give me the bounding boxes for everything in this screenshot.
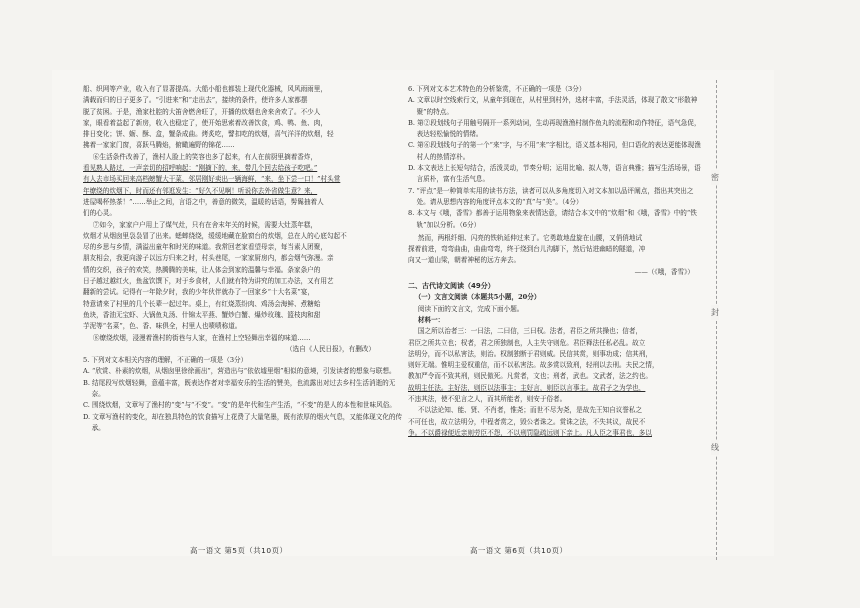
text-line: 法明分，而不以私害法，则治。权制独断于君则威。民信其赏，则事功成；信其刑， <box>408 349 652 358</box>
quote-source: ——（《哦，香雪》） <box>634 267 694 276</box>
text-line: 不以法论知、能、贤、不肖者，惟尧；而世不尽为尧，是故先王知自议誉私之 <box>417 406 643 415</box>
option-b: B. 结尾段写炊烟轻舞，意蕴丰富，既表达作者对幸福安乐的生活的赞美，也流露出对过去乡村生活消逝的无奈。 <box>83 378 396 399</box>
text-line: 日子越过越红火，鱼盆饮馔下，对于乡食材，人们就有特为讲究的加工办法，又有用艺 <box>83 277 334 286</box>
text-line: 争。不以爵禄便近亲则劳臣不怨，不以刑罚隐疏远则下亲上。凡人臣之事君也，多以 <box>408 428 652 437</box>
text-line: 年缭绕的炊烟下，时而还有邻逛发生：“好久不见啊！听说你去外省做生意？来， <box>83 186 318 195</box>
para-6 <box>83 152 405 220</box>
question-7: 7. “评点”是一种简单实用的读书方法，读者可以从多角度切入对文本加以品评阐点，指出其突出之处。请从思想内容的角度评点本文的“真”与“美”。（4分） <box>408 186 694 206</box>
text-line: 特意请来了村里的几个长辈一起过年。桌上，有红烧蒸纷肉、鸡汤会海鲜、煮糖蛤 <box>83 299 321 308</box>
question-6 <box>408 84 704 186</box>
binding-line <box>716 80 718 560</box>
text-line: 探着前进，弯弯曲曲，曲曲弯弯，终于绕到台儿沟脚下，然后钻进幽暗的隧道，冲 <box>408 245 646 254</box>
text-line: 不可任也，故立法明分，中程者赏之，毁公者诛之。赏诛之法，不失其议，故民不 <box>408 417 646 426</box>
text-line: 君臣之所共立也；权者，君之所独制也，人主失守则危。君臣释法任私必乱。故立 <box>408 338 646 347</box>
text-line: 拂着一家家门窗，喜跃马腾焰，俯瞰遍野的锦花…… <box>83 141 235 150</box>
text-line: 不违其法，使不犯言之人，而其所能者，则安于俗者。 <box>408 395 567 404</box>
option-a: A. “欣赏、朴素的炊烟，从烟囱里徐徐画出”，营造出与“依依墟里烟”相似的意境，引发读者的想象与联想。 <box>83 367 396 376</box>
text-line: ⑧缭绕炊烟，浸漫着渔村的街巷与人家，在渔村上空轻舞出幸福的味道…… <box>92 333 311 342</box>
q8-quote <box>408 233 704 267</box>
option-a: A. 文章以时空线索行文，从童年到现在，从村里到村外，选材丰富，手法灵活，体现了散文“形散神聚”的特点。 <box>408 96 698 116</box>
question-8: 8. 本文与《哦，香雪》都善于运用物象来表情达意，请结合本文中的“炊烟”和《哦，香雪》中的“铁轨”加以分析。（6分） <box>408 209 697 229</box>
binding-mark-close: 封 <box>711 305 719 320</box>
para-7 <box>83 220 405 333</box>
text-line: ⑥生活条件改善了，渔村人脸上的笑容也多了起来，有人在前厨里摘着香炸， <box>92 152 318 161</box>
question-5 <box>83 355 405 434</box>
text-line: 情的交织，孩子的欢笑，热腾腾的美味，让人体会到家的温馨与幸福。条家条户的 <box>83 265 321 274</box>
option-b: B. 第②段划线句子用触号隔开一系列动词，生动再现渔渔村制作鱼丸的流程和动作特征，语气急促，表达轻松愉悦的情绪。 <box>408 118 701 139</box>
text-line: 则奸无端。惟明主爱权重信，而不以私害法。故多赏以致刑，轻刑以去刑。夫民之情， <box>408 361 659 370</box>
material-text <box>408 326 704 439</box>
text-line: 翻新的尝试。记得有一年除夕时，我的少年伙伴就办了一回家乡“十大名菜”宴， <box>83 288 314 297</box>
option-c: C. 第⑥段划线句子的第一个“来”字，与不用“来”字相比，语义基本相同，但口语化的表达更能体现渔村人的热情淳朴。 <box>408 141 701 161</box>
text-line: 国之所以治者三：一曰法，二曰信，三曰权。法者，君臣之所共操也；信者， <box>417 327 643 336</box>
text-line: 芋泥等“名菜”，色、香、味俱全，村里人也啧啧称道。 <box>83 322 242 331</box>
page-footer-left: 高一语文 第5页（共10页） <box>190 546 288 555</box>
section-heading: 二、古代诗文阅读（49分） <box>408 282 495 291</box>
source-citation: （选自《人民日报》，有删改） <box>285 344 375 353</box>
text-line: 炊烟才从烟囱里袅袅冒了出来。蟋蟀绕绕，缓缓地藏在脸窗台的炊烟，总在人的心底勾起不 <box>83 231 347 240</box>
text-line: 向又一道山梁，朝着神秘的远方奔去。 <box>408 256 521 265</box>
text-line: ⑦如今，家家户户用上了煤气灶，只有在舍末年关的时候，需要大灶蒸年糕， <box>92 220 318 229</box>
binding-mark-line: 线 <box>711 440 719 455</box>
option-d: D. 本文表达上长短句结合，活泼灵动，节奏分明；运用比喻、拟人等，语言典雅；描写生活场景，语言质朴，富有生活气息。 <box>408 164 701 184</box>
text-line: 家，眼看着益起了新房，收入也稳定了，使开始思索着改善饮食，鸡、鸭、鱼、肉， <box>83 118 327 127</box>
text-line: 满载而归的日子更多了。“引进来”和“走出去”，接续的条件，使许多人家都摆 <box>83 96 308 105</box>
question-stem: 6. 下列对文本艺术特色的分析鉴赏，不正确的一项是（3分） <box>408 85 586 93</box>
text-line: 朋友相会，我更向游子以远方归来之时，村头巷尾，一家家厨房内，都会烟气弥漫。亲 <box>83 254 334 263</box>
material-label: 材料一： <box>417 315 445 324</box>
page-footer-right: 高一语文 第6页（共10页） <box>470 546 568 555</box>
text-line: 尽的乡思与乡情，满溢出童年和时光的味道。我常回老家看望母亲，每当素人团聚， <box>83 243 327 252</box>
right-column <box>408 84 704 439</box>
left-column <box>83 84 405 434</box>
text-line: 进屋喝杯热茶！”……举止之间，言语之中，善意的微笑，温暖的话语，髣髴抽着人 <box>83 197 324 206</box>
instruction: 阅读下面的文言文，完成下面小题。 <box>417 304 524 313</box>
question-stem: 5. 下列对文本相关内容的理解，不正确的一项是（3分） <box>83 356 248 365</box>
text-line: 船、织网等产业，收入有了显著提高。大船小船也都装上现代化器械，风风雨雨里， <box>83 85 327 93</box>
text-line: 有人去市场买回来高档螃蟹大干菜，邻居刚好卖出一辆海鲜，“来，坐下尝一口！”村头常 <box>83 175 341 184</box>
text-line: 看见熟人路过，一声亲切的招呼响起：“刚摘下的，来，带几个回去给孩子吃吧。” <box>83 164 318 173</box>
binding-mark-seal: 密 <box>711 170 719 185</box>
option-d: D. 文章写渔村的变化，却在独具特色的饮食描写上花费了大量笔墨，既有浓厚的烟火气息，又能体现文化的传承。 <box>83 412 403 432</box>
para-intro <box>83 84 405 152</box>
option-c: C. 围绕炊烟，文章写了渔村的“变”与“不变”。“变”的是年代和生产生活，“不变”的是人的本性和世味风俗。 <box>83 401 396 410</box>
text-line: 排日变化；饼、蛎、酥、盒，蟹条成曲。烤炙吃，譬扣吃的炊烟，喜气洋洋的炊烟，轻 <box>83 130 334 139</box>
text-line: 们的心灵。 <box>83 209 116 218</box>
text-line: 脱了贫困。于是，渔家杜腔的大笛舍燃舍旺了，开播的炊烟也舍来舍欢了。不少人 <box>83 107 321 116</box>
text-line: 然而，两根纤细、闪亮的铁轨延伸过来了。它勇敢地盘旋在山腰，又俏俏地试 <box>417 233 643 242</box>
text-line: 鱼块，香油无宝虾、大锅鱼丸汤、什锦太平燕、蟹炒白蟹、爆炒玫瑰、篮枝肉和甜 <box>83 310 321 319</box>
subsection-heading: （一）文言文阅读（本题共5小题，20分） <box>414 293 541 302</box>
para-8 <box>83 333 405 344</box>
text-line: 教加严令而不致其刑，则民傲死。凡赏者，文也；刑者，武也。文武者，法之约也。 <box>408 372 652 381</box>
text-line: 故明主任法。主好法，则臣以法事主；主好言，则臣以言事主。故君子之为学也， <box>408 383 646 392</box>
